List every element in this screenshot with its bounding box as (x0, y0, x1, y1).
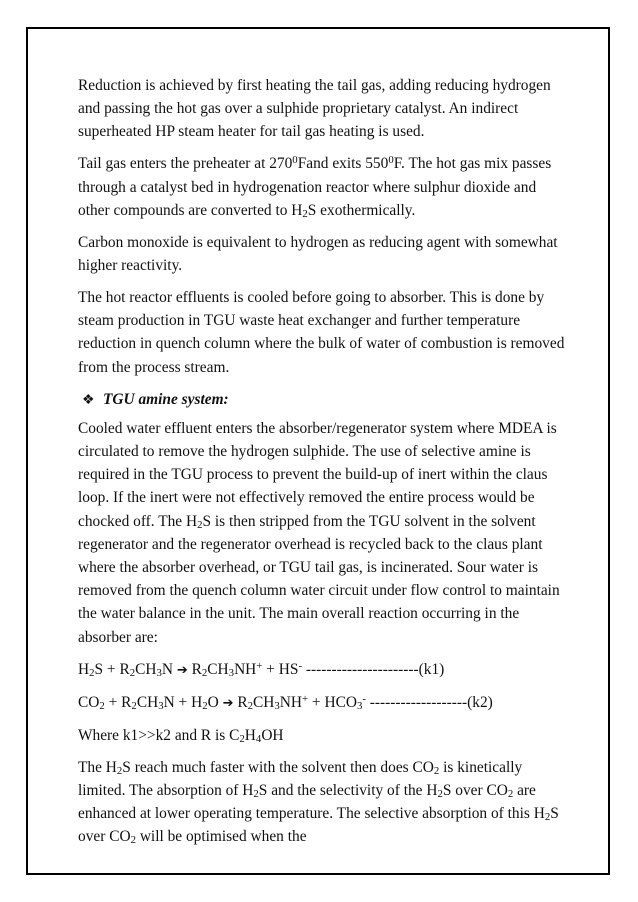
document-body (78, 74, 568, 857)
paragraph-amine-system: Cooled water effluent enters the absorber/regenerator system where MDEA is circulated to remove the hydrogen sulphide. The use of selective amine is required in the TGU process to prevent the build-up of inert within the claus loop. If the inert were not effectively removed the entire process would be chocked off. The $H_2S$ is then stripped from the TGU solvent in the solvent regenerator and the regenerator overhead is recycled back to the claus plant where the absorber overhead, or TGU tail gas, is incinerated. Sour water is removed from the quench column water circuit under flow control to maintain the water balance in the unit. The main overall reaction occurring in the absorber are: (78, 419, 560, 646)
paragraph-selectivity: The $H_2S$ reach much faster with the solvent then does $CO_2$ is kinetically limited. The absorption of $H_2S$ and the selectivity of the $H_2S$ over $CO_2$ are enhanced at lower operating temperature. The selective absorption of this $H_2S$ over $CO_2$ will be optimised when the (78, 758, 559, 847)
section-heading (78, 388, 568, 412)
paragraph-reduction: Reduction is achieved by first heating the tail gas, adding reducing hydrogen and passing the hot gas over a sulphide proprietary catalyst. An indirect superheated HP steam heater for tail gas heating is used. (78, 77, 551, 141)
where-statement: Where k1>>k2 and R is $C_2H_4OH$ (78, 726, 284, 745)
reaction-arrow-icon: ➔ (222, 695, 234, 711)
reaction-arrow-icon: ➔ (176, 662, 188, 678)
section-heading-text: TGU amine system: (103, 390, 229, 408)
equation-k2: $CO_2 + R_2CH_3N + H_2O$ ➔ $R_2CH_3NH^+ + HCO_3^-$ -------------------(k2) (78, 692, 493, 712)
paragraph-effluents: The hot reactor effluents is cooled before going to absorber. This is done by steam production in TGU waste heat exchanger and further temperature reduction in quench column where the bulk of water of combustion is removed from the process stream. (78, 289, 565, 376)
paragraph-tail-gas: Tail gas enters the preheater at $270^0Fand$ exits $550^0F$. The hot gas mix passes through a catalyst bed in hydrogenation reactor where sulphur dioxide and other compounds are converted to $H_2S$ exothermically. (78, 154, 552, 220)
paragraph-carbon-monoxide: Carbon monoxide is equivalent to hydrogen as reducing agent with somewhat higher reactivity. (78, 233, 558, 275)
diamond-bullet-icon: ❖ (82, 392, 95, 408)
equation-k1: $H_2S + R_2CH_3N$ ➔ $R_2CH_3NH^+ + HS^-$ ----------------------(k1) (78, 659, 445, 679)
